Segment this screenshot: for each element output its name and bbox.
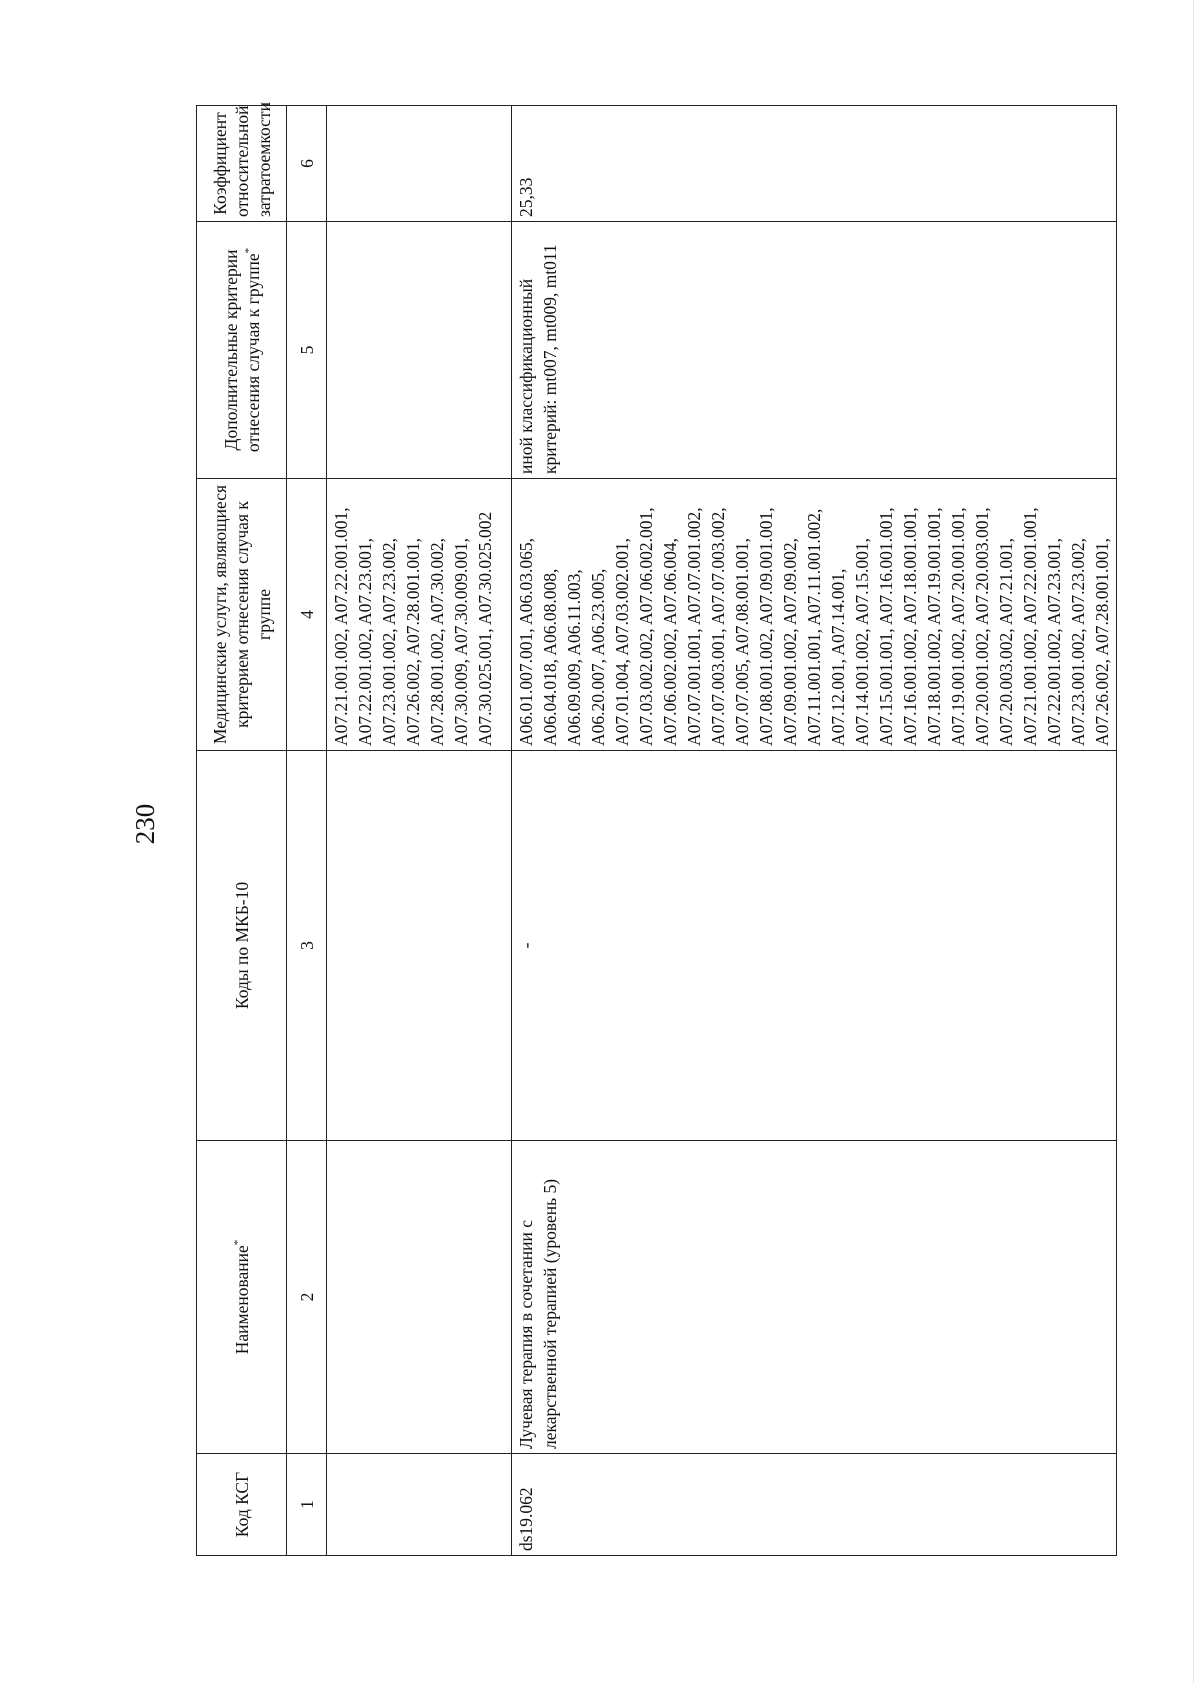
rotated-table-container [196, 102, 1112, 1556]
cell-cost-coefficient: 25,33 [512, 106, 1117, 222]
cell-mkb-codes: - [512, 751, 1117, 1141]
footnote-mark: * [231, 1239, 244, 1246]
cell-additional-criteria [327, 222, 512, 479]
cell-ksg-code: ds19.062 [512, 1454, 1117, 1556]
cell-cost-coefficient [327, 106, 512, 222]
scan-edge-line [1193, 0, 1194, 1683]
cell-medical-services: A06.01.007.001, A06.03.065, A06.04.018, A06.08.008, A06.09.009, A06.11.003, A06.20.007, A06.23.005, A07.01.004, A07.03.002.001, A07.03.002.002, A07.06.002.001, A07.06.002.002, A07.06.004, A07.07.001.001, A07.07.001.002, A07.07.003.001, A07.07.003.002, A07.07.005, A07.08.001.001, A07.08.001.002, A07.09.001.001, A07.09.001.002, A07.09.002, A07.11.001.001, A07.11.001.002, A07.12.001, A07.14.001, A07.14.001.002, A07.15.001, A07.15.001.001, A07.16.001.001, A07.16.001.002, A07.18.001.001, A07.18.001.002, A07.19.001.001, A07.19.001.002, A07.20.001.001, A07.20.001.002, A07.20.003.001, A07.20.003.002, A07.21.001, A07.21.001.002, A07.22.001.001, A07.22.001.002, A07.23.001, A07.23.001.002, A07.23.002, A07.26.002, A07.28.001.001, [512, 479, 1117, 751]
cell-ksg-code [327, 1454, 512, 1556]
column-number-row [287, 106, 327, 1556]
column-number: 3 [287, 751, 327, 1141]
header-medical-services: Медицинские услуги, являющиеся критерием отнесения случая к группе [197, 479, 287, 751]
cell-mkb-codes [327, 751, 512, 1141]
table-header-row [197, 106, 287, 1556]
cell-name: Лучевая терапия в сочетании с лекарственной терапией (уровень 5) [512, 1141, 1117, 1454]
header-name: Наименование* [197, 1141, 287, 1454]
cell-additional-criteria: иной классификационный критерий: mt007, mt009, mt011 [512, 222, 1117, 479]
cell-medical-services: A07.21.001.002, A07.22.001.001, A07.22.001.002, A07.23.001, A07.23.001.002, A07.23.002, A07.26.002, A07.28.001.001, A07.28.001.002, A07.30.002, A07.30.009, A07.30.009.001, A07.30.025.001, A07.30.025.002 [327, 479, 512, 751]
column-number: 2 [287, 1141, 327, 1454]
header-mkb-codes: Коды по МКБ-10 [197, 751, 287, 1141]
page-number: 230 [130, 803, 160, 845]
column-number: 6 [287, 106, 327, 222]
column-number: 4 [287, 479, 327, 751]
table-row [512, 106, 1117, 1556]
table-row [327, 106, 512, 1556]
cell-name [327, 1141, 512, 1454]
column-number: 5 [287, 222, 327, 479]
ksg-table [196, 102, 1117, 1556]
header-ksg-code: Код КСГ [197, 1454, 287, 1556]
footnote-mark: * [242, 247, 255, 254]
column-number: 1 [287, 1454, 327, 1556]
header-cost-coefficient: Коэффициент относительной затратоемкости [197, 106, 287, 222]
header-additional-criteria: Дополнительные критерии отнесения случая к группе* [197, 222, 287, 479]
